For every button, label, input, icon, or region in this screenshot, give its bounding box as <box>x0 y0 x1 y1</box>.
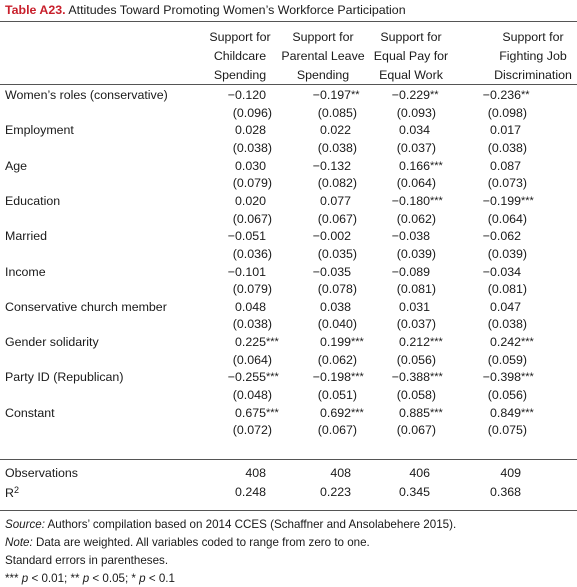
standard-error <box>461 353 527 367</box>
source-note <box>5 518 456 531</box>
cell-value: 0.017 <box>489 123 521 138</box>
standard-error <box>461 141 527 155</box>
table-cell <box>291 370 364 384</box>
standard-error <box>370 212 436 226</box>
table-row <box>0 123 577 141</box>
cell-value: −0.051 <box>227 229 266 244</box>
table-cell <box>461 335 534 349</box>
standard-error <box>291 353 357 367</box>
table-cell <box>461 370 534 384</box>
significance-stars: *** <box>430 159 443 172</box>
cell-value: −0.034 <box>482 264 521 279</box>
standard-error <box>206 176 272 190</box>
standard-error <box>291 423 357 437</box>
cell-value: 0.345 <box>398 485 430 499</box>
table-cell <box>461 229 521 243</box>
standard-error-value: (0.037) <box>396 140 436 155</box>
standard-error <box>291 176 357 190</box>
table-row <box>0 265 577 283</box>
bottom-rule <box>0 510 577 511</box>
cell-value: 0.031 <box>398 299 430 314</box>
table-cell <box>370 466 430 480</box>
standard-error <box>370 317 436 331</box>
table-cell <box>206 159 266 173</box>
standard-error-value: (0.058) <box>396 388 436 402</box>
cell-value: −0.198 <box>312 370 351 385</box>
standard-error <box>370 141 436 155</box>
table-cell <box>206 265 266 279</box>
cell-value: −0.035 <box>312 264 351 279</box>
note-label: Note: <box>5 536 33 549</box>
cell-value: −0.236 <box>482 88 521 102</box>
cell-value: 0.199 <box>319 335 351 350</box>
standard-error <box>370 388 436 402</box>
standard-error-value: (0.062) <box>317 352 357 367</box>
table-cell <box>370 88 439 102</box>
significance-stars: *** <box>266 406 279 419</box>
cell-value: 0.038 <box>319 299 351 314</box>
standard-error-value: (0.064) <box>232 352 272 367</box>
table-cell <box>291 265 351 279</box>
p-symbol: p <box>21 572 29 585</box>
standard-error-value: (0.073) <box>487 176 527 191</box>
standard-error <box>370 353 436 367</box>
standard-error-value: (0.072) <box>232 423 272 438</box>
standard-error <box>370 106 436 120</box>
cell-value: 0.020 <box>234 193 266 208</box>
standard-error <box>206 282 272 296</box>
column-header-line: Parental Leave <box>281 49 365 63</box>
cell-value: 0.087 <box>489 158 521 173</box>
table-cell <box>370 159 443 173</box>
table-cell <box>206 88 266 102</box>
variable-label: Gender solidarity <box>5 335 99 350</box>
table-row <box>0 406 577 424</box>
column-header-line: Fighting Job <box>499 49 567 63</box>
standard-error <box>370 282 436 296</box>
table-title <box>5 3 406 17</box>
standard-error-value: (0.064) <box>396 176 436 191</box>
table-cell <box>461 406 534 420</box>
standard-error-value: (0.059) <box>487 352 527 367</box>
standard-error <box>370 247 436 261</box>
table-row-se <box>0 353 577 371</box>
significance-stars: ** <box>521 89 530 101</box>
standard-error <box>461 423 527 437</box>
cell-value: 0.028 <box>234 123 266 138</box>
cell-value: 0.242 <box>489 335 521 350</box>
standard-error-value: (0.056) <box>396 352 436 367</box>
significance-stars: *** <box>351 371 364 384</box>
column-header-line: Childcare <box>213 49 267 63</box>
table-cell <box>461 194 534 208</box>
standard-error-value: (0.062) <box>396 211 436 226</box>
table-cell <box>206 485 266 499</box>
cell-value: 0.692 <box>319 405 351 420</box>
cell-value: 0.166 <box>398 158 430 173</box>
note-text: Data are weighted. All variables coded to range from zero to one. <box>32 536 370 549</box>
variable-label: Party ID (Republican) <box>5 370 124 385</box>
table-row-se <box>0 282 577 300</box>
observations-row <box>0 466 577 484</box>
table-cell <box>291 335 364 349</box>
column-header-line: Support for <box>502 30 564 44</box>
significance-stars: *** <box>266 371 279 384</box>
cell-value: 408 <box>330 466 351 480</box>
table-cell <box>461 300 521 314</box>
table-cell <box>461 88 530 102</box>
table-row <box>0 159 577 177</box>
table-cell <box>206 194 266 208</box>
table-cell <box>370 265 430 279</box>
p-threshold: < 0.01; <box>28 572 71 585</box>
p-symbol: p <box>139 572 146 585</box>
standard-error-value: (0.048) <box>232 388 272 402</box>
p-threshold: < 0.1 <box>145 572 175 585</box>
significance-stars: ** <box>351 89 360 101</box>
significance-stars: *** <box>430 336 443 349</box>
standard-error-value: (0.067) <box>317 211 357 226</box>
variable-label: Conservative church member <box>5 299 167 314</box>
standard-error-value: (0.096) <box>232 105 272 120</box>
cell-value: −0.398 <box>482 370 521 385</box>
cell-value: 0.048 <box>234 299 266 314</box>
cell-value: 0.849 <box>489 405 521 420</box>
table-cell <box>291 88 360 102</box>
top-rule <box>0 21 577 22</box>
cell-value: −0.229 <box>391 88 430 102</box>
table-cell <box>206 406 279 420</box>
table-cell <box>206 335 279 349</box>
standard-error-value: (0.067) <box>317 423 357 438</box>
significance-stars: *** <box>521 406 534 419</box>
column-header-line: Support for <box>292 30 354 44</box>
standard-error-value: (0.078) <box>317 282 357 297</box>
standard-error-value: (0.081) <box>396 282 436 297</box>
standard-error-value: (0.038) <box>487 140 527 155</box>
standard-error <box>206 212 272 226</box>
table-number: Table A23. <box>5 3 66 17</box>
table-caption: Attitudes Toward Promoting Women’s Workforce Participation <box>68 3 406 17</box>
cell-value: −0.120 <box>227 88 266 102</box>
cell-value: 0.248 <box>234 485 266 499</box>
standard-error-value: (0.039) <box>396 246 436 261</box>
significance-stars: *** <box>521 371 534 384</box>
variable-label: Age <box>5 158 28 173</box>
significance-stars: *** <box>430 406 443 419</box>
significance-stars-legend: * <box>131 572 136 585</box>
cell-value: 409 <box>500 466 521 480</box>
table-cell <box>370 194 443 208</box>
column-header-line: Support for <box>209 30 271 44</box>
cell-value: 406 <box>409 466 430 480</box>
standard-error <box>291 282 357 296</box>
significance-note <box>5 572 175 585</box>
standard-error-value: (0.038) <box>232 317 272 332</box>
cell-value: −0.038 <box>391 229 430 244</box>
standard-error <box>206 353 272 367</box>
significance-stars: ** <box>430 89 439 101</box>
table-cell <box>291 300 351 314</box>
standard-error-value: (0.075) <box>487 423 527 438</box>
cell-value: −0.101 <box>227 264 266 279</box>
r-squared-label <box>5 485 19 500</box>
table-cell <box>370 406 443 420</box>
table-row <box>0 335 577 353</box>
table-cell <box>461 265 521 279</box>
standard-error <box>206 388 272 402</box>
cell-value: −0.002 <box>312 229 351 244</box>
table-row-se <box>0 106 577 124</box>
standard-error <box>291 212 357 226</box>
table-cell <box>206 466 266 480</box>
table-cell <box>291 159 351 173</box>
table-row-se <box>0 388 577 406</box>
standard-error <box>291 141 357 155</box>
significance-stars: *** <box>266 336 279 349</box>
significance-stars: *** <box>521 194 534 207</box>
variable-label: Constant <box>5 405 55 420</box>
r-squared-superscript: 2 <box>13 485 19 495</box>
significance-stars-legend: *** <box>5 572 19 585</box>
cell-value: −0.180 <box>391 193 430 208</box>
cell-value: 0.077 <box>319 193 351 208</box>
standard-error-value: (0.035) <box>317 246 357 261</box>
column-header-line: Discrimination <box>494 68 572 82</box>
table-cell <box>291 194 351 208</box>
significance-stars: *** <box>430 194 443 207</box>
standard-error-value: (0.082) <box>317 176 357 191</box>
cell-value: −0.388 <box>391 370 430 385</box>
significance-stars: *** <box>351 406 364 419</box>
column-header-line: Spending <box>213 68 267 82</box>
column-header-line: Spending <box>296 68 350 82</box>
weight-note <box>5 536 370 549</box>
standard-error <box>461 176 527 190</box>
variable-label: Employment <box>5 123 74 138</box>
standard-error-value: (0.079) <box>232 176 272 191</box>
variable-label: Women’s roles (conservative) <box>5 88 168 102</box>
standard-error-value: (0.067) <box>396 423 436 438</box>
table-row-se <box>0 176 577 194</box>
table-cell <box>206 370 279 384</box>
table-row <box>0 229 577 247</box>
cell-value: 0.022 <box>319 123 351 138</box>
table-row <box>0 194 577 212</box>
cell-value: 0.212 <box>398 335 430 350</box>
table-cell <box>291 466 351 480</box>
table-cell <box>370 123 430 137</box>
standard-error-value: (0.093) <box>396 105 436 120</box>
standard-error-value: (0.098) <box>487 105 527 120</box>
variable-label: Married <box>5 229 47 244</box>
cell-value: 0.030 <box>234 158 266 173</box>
standard-error-note: Standard errors in parentheses. <box>5 554 169 567</box>
cell-value: 0.034 <box>398 123 430 138</box>
standard-error <box>291 317 357 331</box>
standard-error-value: (0.036) <box>232 246 272 261</box>
table-cell <box>291 229 351 243</box>
column-header-line: Equal Work <box>379 68 443 82</box>
standard-error-value: (0.051) <box>317 388 357 402</box>
variable-label: Income <box>5 264 46 279</box>
cell-value: −0.197 <box>312 88 351 102</box>
r-squared-row <box>0 485 577 503</box>
standard-error-value: (0.081) <box>487 282 527 297</box>
cell-value: −0.062 <box>482 229 521 244</box>
standard-error-value: (0.079) <box>232 282 272 297</box>
cell-value: 408 <box>245 466 266 480</box>
standard-error <box>461 317 527 331</box>
column-header-line: Equal Pay for <box>373 49 449 63</box>
cell-value: −0.199 <box>482 193 521 208</box>
table-cell <box>370 229 430 243</box>
cell-value: 0.885 <box>398 405 430 420</box>
source-text: Authors’ compilation based on 2014 CCES (Schaffner and Ansolabehere 2015). <box>44 518 457 531</box>
table-row <box>0 300 577 318</box>
standard-error-value: (0.038) <box>487 317 527 332</box>
table-cell <box>461 466 521 480</box>
table-cell <box>461 159 521 173</box>
cell-value: 0.675 <box>234 405 266 420</box>
table-cell <box>461 123 521 137</box>
table-cell <box>291 485 351 499</box>
table-cell <box>461 485 521 499</box>
table-cell <box>370 370 443 384</box>
significance-stars: *** <box>351 336 364 349</box>
standard-error-value: (0.064) <box>487 211 527 226</box>
source-label: Source: <box>5 518 45 531</box>
standard-error <box>370 423 436 437</box>
standard-error <box>206 141 272 155</box>
standard-error <box>461 247 527 261</box>
cell-value: −0.089 <box>391 264 430 279</box>
column-header <box>478 28 577 85</box>
standard-error-value: (0.039) <box>487 246 527 261</box>
standard-error-value: (0.085) <box>317 105 357 120</box>
cell-value: 0.047 <box>489 299 521 314</box>
table-row-se <box>0 317 577 335</box>
cell-value: −0.132 <box>312 158 351 173</box>
table-cell <box>206 123 266 137</box>
standard-error-value: (0.040) <box>317 317 357 332</box>
standard-error <box>206 247 272 261</box>
standard-error-value: (0.038) <box>232 140 272 155</box>
cell-value: 0.225 <box>234 335 266 350</box>
p-threshold: < 0.05; <box>89 572 132 585</box>
standard-error-value: (0.038) <box>317 140 357 155</box>
standard-error-value: (0.037) <box>396 317 436 332</box>
table-row <box>0 88 577 106</box>
standard-error <box>291 247 357 261</box>
standard-error <box>461 106 527 120</box>
table-cell <box>206 300 266 314</box>
significance-stars: *** <box>430 371 443 384</box>
standard-error <box>206 317 272 331</box>
table-cell <box>291 123 351 137</box>
standard-error <box>461 282 527 296</box>
standard-error <box>461 388 527 402</box>
body-rule <box>0 459 577 460</box>
table-row-se <box>0 423 577 441</box>
table-row <box>0 370 577 388</box>
standard-error-value: (0.056) <box>487 388 527 402</box>
column-header <box>356 28 466 85</box>
cell-value: −0.255 <box>227 370 266 385</box>
r-squared-letter: R <box>5 486 14 500</box>
standard-error <box>291 106 357 120</box>
observations-label: Observations <box>5 466 79 480</box>
significance-stars: *** <box>521 336 534 349</box>
standard-error <box>370 176 436 190</box>
cell-value: 0.368 <box>489 485 521 499</box>
significance-stars-legend: ** <box>70 572 80 585</box>
table-cell <box>370 300 430 314</box>
table-cell <box>291 406 364 420</box>
column-header-line: Support for <box>380 30 442 44</box>
table-row-se <box>0 247 577 265</box>
table-row-se <box>0 212 577 230</box>
standard-error-value: (0.067) <box>232 211 272 226</box>
table-cell <box>370 335 443 349</box>
table-cell <box>206 229 266 243</box>
table-row-se <box>0 141 577 159</box>
standard-error <box>206 423 272 437</box>
standard-error <box>461 212 527 226</box>
p-symbol: p <box>82 572 90 585</box>
table-cell <box>370 485 430 499</box>
cell-value: 0.223 <box>319 485 351 499</box>
standard-error <box>206 106 272 120</box>
standard-error <box>291 388 357 402</box>
variable-label: Education <box>5 193 61 208</box>
